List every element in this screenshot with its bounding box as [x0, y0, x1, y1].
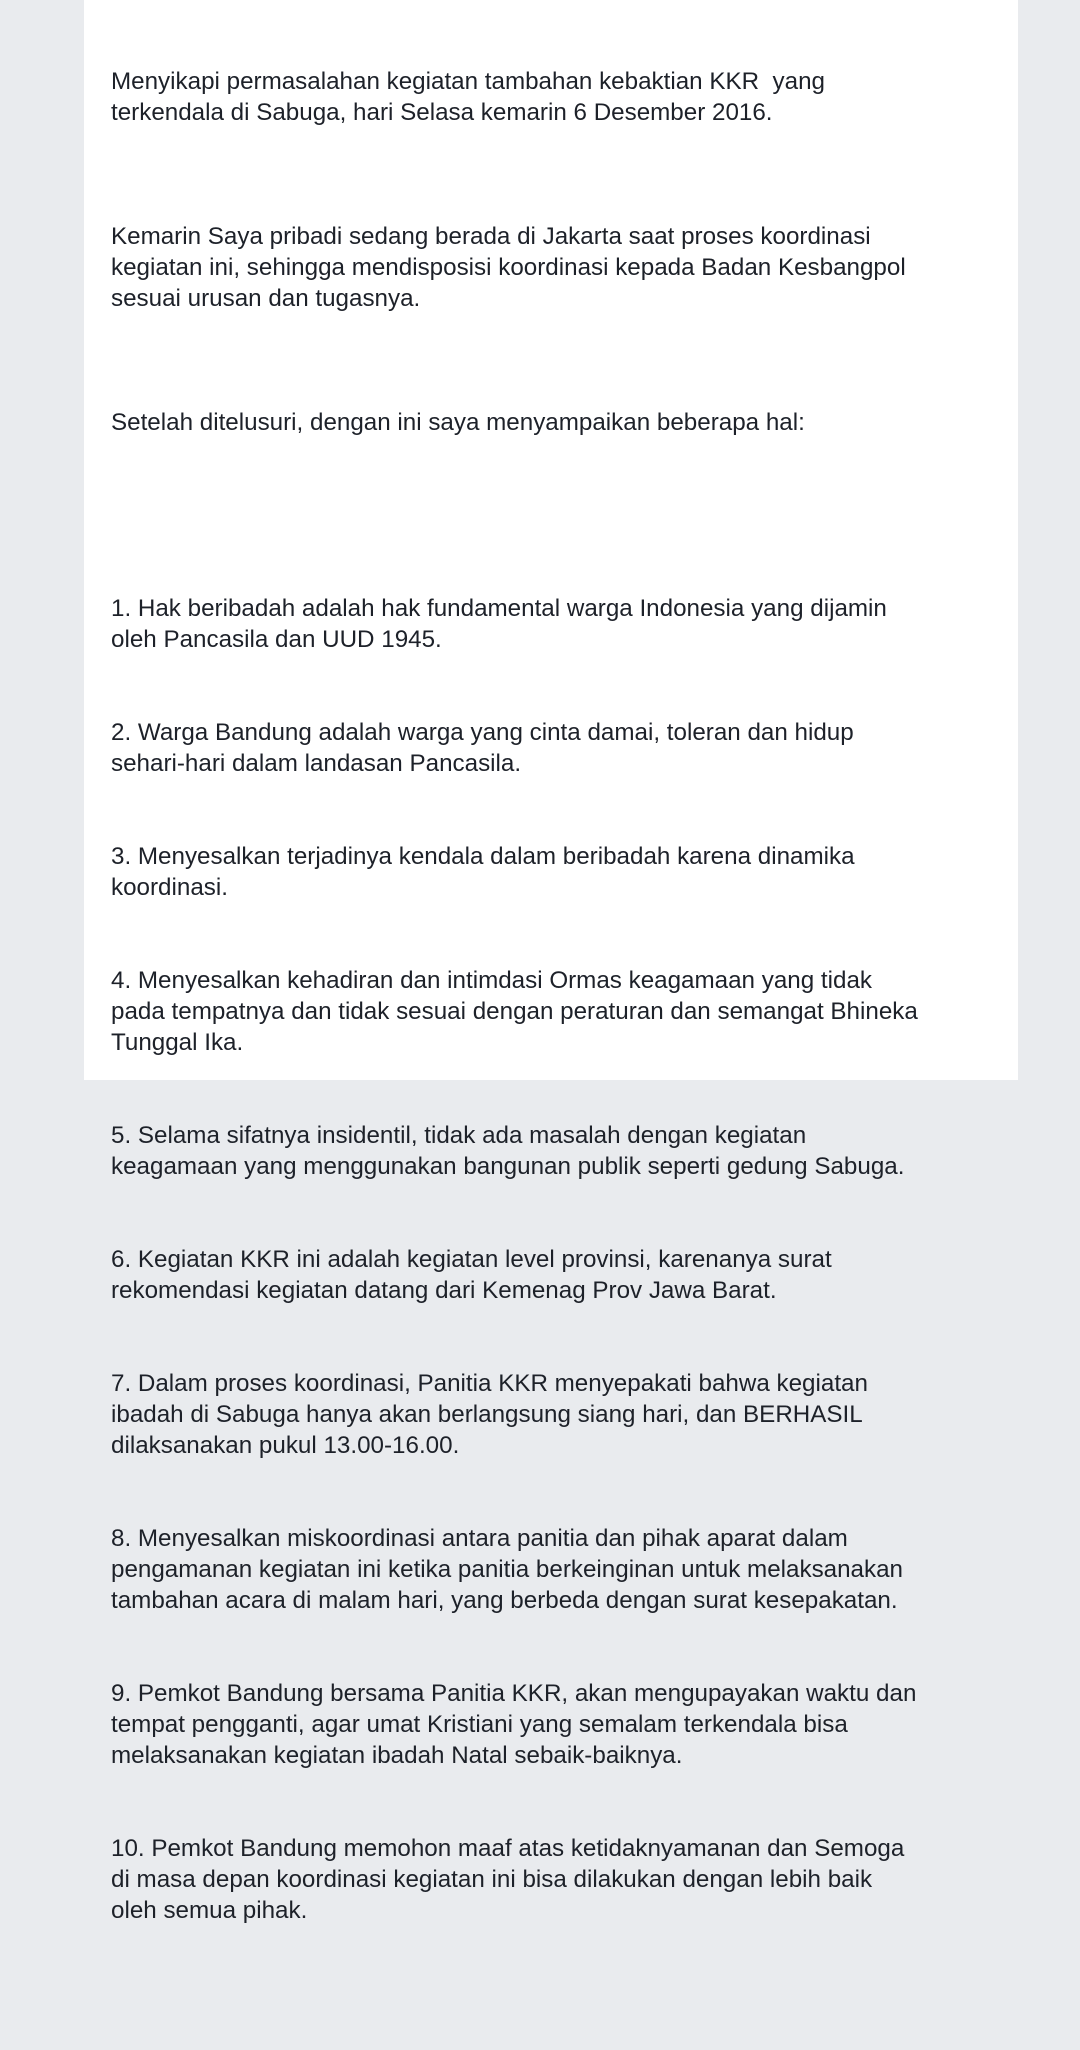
point-item-6: 6. Kegiatan KKR ini adalah kegiatan level provinsi, karenanya surat rekomendasi kegiatan datang dari Kemenag Prov Jawa Barat. — [111, 1246, 832, 1304]
point-item-4: 4. Menyesalkan kehadiran dan intimdasi Ormas keagamaan yang tidak pada tempatnya dan tidak sesuai dengan peraturan dan semangat Bhineka Tunggal Ika. — [111, 967, 918, 1056]
points-list — [111, 531, 1018, 1988]
point-item-1: 1. Hak beribadah adalah hak fundamental warga Indonesia yang dijamin oleh Pancasila dan UUD 1945. — [111, 595, 887, 653]
point-item-9: 9. Pemkot Bandung bersama Panitia KKR, akan mengupayakan waktu dan tempat pengganti, agar umat Kristiani yang semalam terkendala bisa melaksanakan kegiatan ibadah Natal sebaik-baiknya. — [111, 1680, 917, 1769]
point-item-2: 2. Warga Bandung adalah warga yang cinta damai, toleran dan hidup sehari-hari dalam landasan Pancasila. — [111, 719, 854, 777]
point-item-7: 7. Dalam proses koordinasi, Panitia KKR menyepakati bahwa kegiatan ibadah di Sabuga hanya akan berlangsung siang hari, dan BERHASIL dilaksanakan pukul 13.00-16.00. — [111, 1370, 868, 1459]
point-item-3: 3. Menyesalkan terjadinya kendala dalam beribadah karena dinamika koordinasi. — [111, 843, 855, 901]
point-item-8: 8. Menyesalkan miskoordinasi antara panitia dan pihak aparat dalam pengamanan kegiatan ini ketika panitia berkeinginan untuk melaksanakan tambahan acara di malam hari, yang berbeda dengan surat kesepakatan. — [111, 1525, 904, 1614]
point-item-5: 5. Selama sifatnya insidentil, tidak ada masalah dengan kegiatan keagamaan yang menggunakan bangunan publik seperti gedung Sabuga. — [111, 1122, 905, 1180]
point-item-10: 10. Pemkot Bandung memohon maaf atas ketidaknyamanan dan Semoga di masa depan koordinasi kegiatan ini bisa dilakukan dengan lebih baik oleh semua pihak. — [111, 1835, 905, 1924]
intro-paragraph-1: Menyikapi permasalahan kegiatan tambahan kebaktian KKR yang terkendala di Sabuga, hari Selasa kemarin 6 Desember 2016. — [111, 68, 825, 126]
intro-paragraph-2: Kemarin Saya pribadi sedang berada di Jakarta saat proses koordinasi kegiatan ini, sehingga mendisposisi koordinasi kepada Badan Kesbangpol sesuai urusan dan tugasnya. — [111, 223, 906, 312]
intro-paragraph-3: Setelah ditelusuri, dengan ini saya menyampaikan beberapa hal: — [111, 409, 805, 436]
post-card — [84, 0, 1018, 1924]
post-text — [111, 4, 1018, 2050]
